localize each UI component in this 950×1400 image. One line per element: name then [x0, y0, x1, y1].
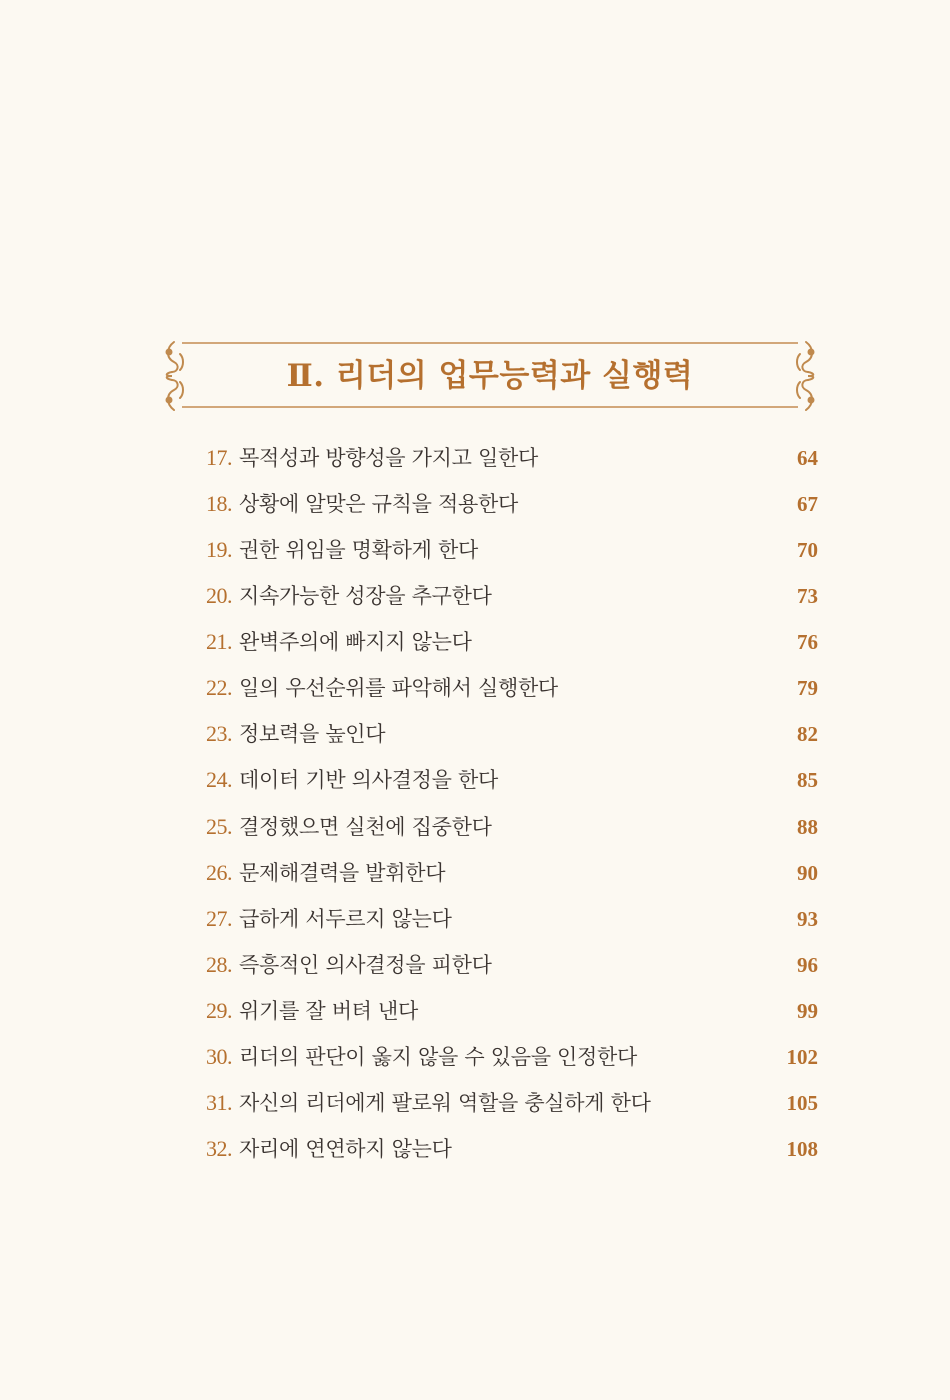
- toc-entry-page-number: 96: [797, 952, 818, 977]
- table-of-contents: [206, 438, 820, 1175]
- toc-entry[interactable]: [206, 576, 820, 622]
- toc-entry-title: 권한 위임을 명확하게 한다: [239, 538, 478, 563]
- toc-entry-number: 24.: [206, 767, 232, 793]
- toc-entry-title: 완벽주의에 빠지지 않는다: [239, 630, 472, 655]
- toc-entry-number: 19.: [206, 537, 232, 563]
- section-header: [160, 340, 820, 412]
- toc-entry-number: 22.: [206, 675, 232, 701]
- toc-entry-page-number: 76: [797, 630, 818, 655]
- toc-entry-page-number: 108: [786, 1136, 818, 1161]
- toc-entry[interactable]: [206, 484, 820, 530]
- toc-entry[interactable]: [206, 853, 820, 899]
- toc-entry-number: 30.: [206, 1043, 232, 1069]
- toc-entry-number: 25.: [206, 813, 232, 839]
- toc-entry-number: 18.: [206, 491, 232, 517]
- toc-entry-number: 27.: [206, 905, 232, 931]
- toc-entry-title: 결정했으면 실천에 집중한다: [239, 814, 492, 839]
- toc-entry[interactable]: [206, 1083, 820, 1129]
- toc-entry-title: 데이터 기반 의사결정을 한다: [239, 768, 498, 793]
- toc-entry-page-number: 88: [797, 814, 818, 839]
- toc-entry-page-number: 102: [786, 1044, 818, 1069]
- toc-entry-number: 28.: [206, 951, 232, 977]
- toc-entry[interactable]: [206, 1037, 820, 1083]
- toc-entry-title: 목적성과 방향성을 가지고 일한다: [239, 446, 538, 470]
- toc-entry-number: 32.: [206, 1135, 232, 1161]
- toc-entry[interactable]: [206, 760, 820, 806]
- toc-entry-page-number: 93: [797, 906, 818, 931]
- toc-entry[interactable]: [206, 438, 820, 484]
- toc-entry-number: 26.: [206, 859, 232, 885]
- toc-entry[interactable]: [206, 622, 820, 668]
- toc-entry-title: 리더의 판단이 옳지 않을 수 있음을 인정한다: [239, 1044, 637, 1069]
- toc-entry-page-number: 67: [797, 492, 818, 517]
- toc-entry[interactable]: [206, 945, 820, 991]
- toc-entry-number: 17.: [206, 445, 232, 470]
- toc-entry-page-number: 79: [797, 676, 818, 701]
- toc-entry[interactable]: [206, 1129, 820, 1175]
- toc-entry-page-number: 82: [797, 722, 818, 747]
- toc-entry-number: 20.: [206, 583, 232, 609]
- toc-entry-title: 즉흥적인 의사결정을 피한다: [239, 952, 492, 977]
- toc-entry-page-number: 70: [797, 538, 818, 563]
- toc-entry-number: 29.: [206, 997, 232, 1023]
- toc-entry-number: 31.: [206, 1089, 232, 1115]
- toc-entry-number: 23.: [206, 721, 232, 747]
- toc-entry-title: 위기를 잘 버텨 낸다: [239, 998, 419, 1023]
- toc-entry-title: 자신의 리더에게 팔로워 역할을 충실하게 한다: [239, 1090, 651, 1115]
- header-bottom-rule: [182, 406, 798, 408]
- toc-entry[interactable]: [206, 807, 820, 853]
- toc-entry-page-number: 105: [786, 1090, 818, 1115]
- section-title: Ⅱ. 리더의 업무능력과 실행력: [286, 358, 694, 394]
- toc-entry[interactable]: [206, 714, 820, 760]
- toc-entry[interactable]: [206, 668, 820, 714]
- toc-entry-page-number: 99: [797, 998, 818, 1023]
- toc-entry-title: 지속가능한 성장을 추구한다: [239, 584, 492, 609]
- toc-entry-number: 21.: [206, 629, 232, 655]
- header-top-rule: [182, 342, 798, 344]
- toc-entry-page-number: 64: [797, 446, 818, 470]
- toc-entry[interactable]: [206, 530, 820, 576]
- toc-entry-page-number: 85: [797, 768, 818, 793]
- toc-entry-title: 문제해결력을 발휘한다: [239, 860, 446, 885]
- toc-entry-title: 자리에 연연하지 않는다: [239, 1136, 452, 1161]
- toc-entry-page-number: 90: [797, 860, 818, 885]
- toc-entry[interactable]: [206, 991, 820, 1037]
- toc-entry-title: 상황에 알맞은 규칙을 적용한다: [239, 492, 518, 517]
- toc-entry[interactable]: [206, 899, 820, 945]
- toc-entry-title: 정보력을 높인다: [239, 722, 386, 747]
- toc-entry-title: 일의 우선순위를 파악해서 실행한다: [239, 676, 558, 701]
- toc-entry-page-number: 73: [797, 584, 818, 609]
- toc-entry-title: 급하게 서두르지 않는다: [239, 906, 452, 931]
